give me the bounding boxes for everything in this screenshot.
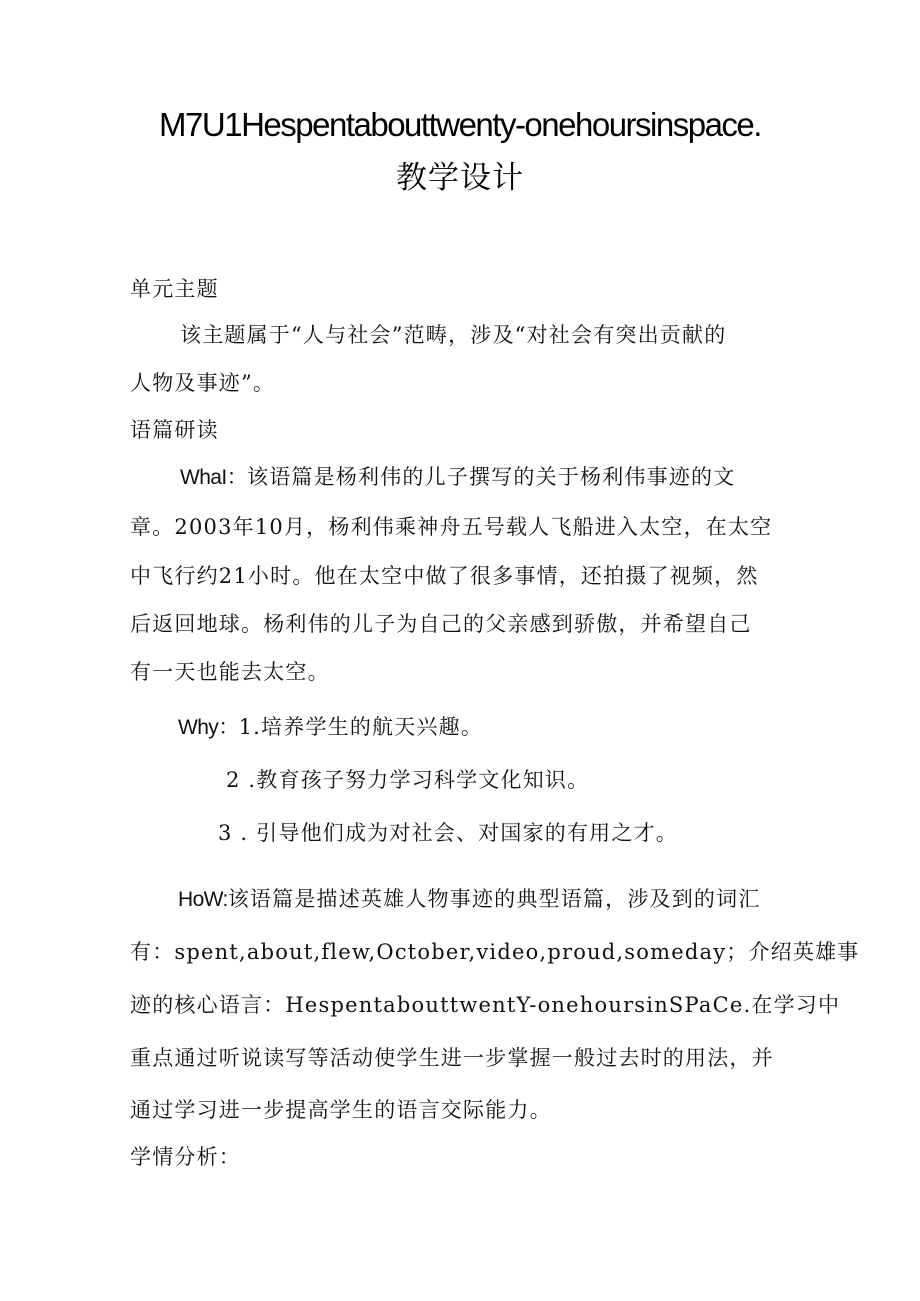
theme-paragraph-line-1: 该主题属于“人与社会”范畴，涉及“对社会有突出贡献的	[180, 323, 727, 347]
document-title-english: M7U1Hespentabouttwenty-onehoursinspace.	[159, 106, 761, 143]
section-heading-reading: 语篇研读	[130, 418, 219, 442]
what-paragraph-line-2: 章。2003年10月，杨利伟乘神舟五号载人飞船进入太空，在太空	[130, 515, 773, 539]
how-text: 该语篇是描述英雄人物事迹的典型语篇，涉及到的词汇	[227, 887, 761, 911]
why-item-2: 2 .教育孩子努力学习科学文化知识。	[226, 768, 590, 792]
section-heading-analysis: 学情分析：	[130, 1145, 241, 1169]
what-text: 该语篇是杨利伟的儿子撰写的关于杨利伟事迹的文	[247, 465, 736, 489]
document-title-chinese: 教学设计	[396, 160, 524, 196]
what-paragraph-line-4: 后返回地球。杨利伟的儿子为自己的父亲感到骄傲，并希望自己	[130, 612, 752, 636]
what-paragraph-line-5: 有一天也能去太空。	[130, 660, 330, 684]
how-paragraph-line-1	[178, 883, 761, 913]
theme-paragraph-line-2: 人物及事迹”。	[130, 371, 276, 395]
what-label: WhaI：	[180, 466, 248, 489]
how-paragraph-line-2: 有：spent,about,flew,October,video,proud,someday；介绍英雄事	[130, 940, 860, 964]
why-item-1: 1.培养学生的航天兴趣。	[238, 715, 484, 739]
how-paragraph-line-3: 迹的核心语言：HespentabouttwentY-onehoursinSPaCe.在学习中	[130, 993, 841, 1017]
why-item-3: 3 . 引导他们成为对社会、对国家的有用之才。	[218, 821, 678, 845]
why-label: Why：	[178, 716, 239, 739]
what-paragraph-line-3: 中飞行约21小时。他在太空中做了很多事情，还拍摄了视频，然	[130, 564, 759, 588]
how-paragraph-line-5: 通过学习进一步提高学生的语言交际能力。	[130, 1098, 552, 1122]
how-label: HoW:	[178, 888, 228, 911]
how-paragraph-line-4: 重点通过听说读写等活动使学生进一步掌握一般过去时的用法，并	[130, 1046, 774, 1070]
what-paragraph-line-1	[180, 461, 735, 491]
section-heading-theme: 单元主题	[130, 277, 219, 301]
why-item-1-line	[178, 711, 483, 741]
